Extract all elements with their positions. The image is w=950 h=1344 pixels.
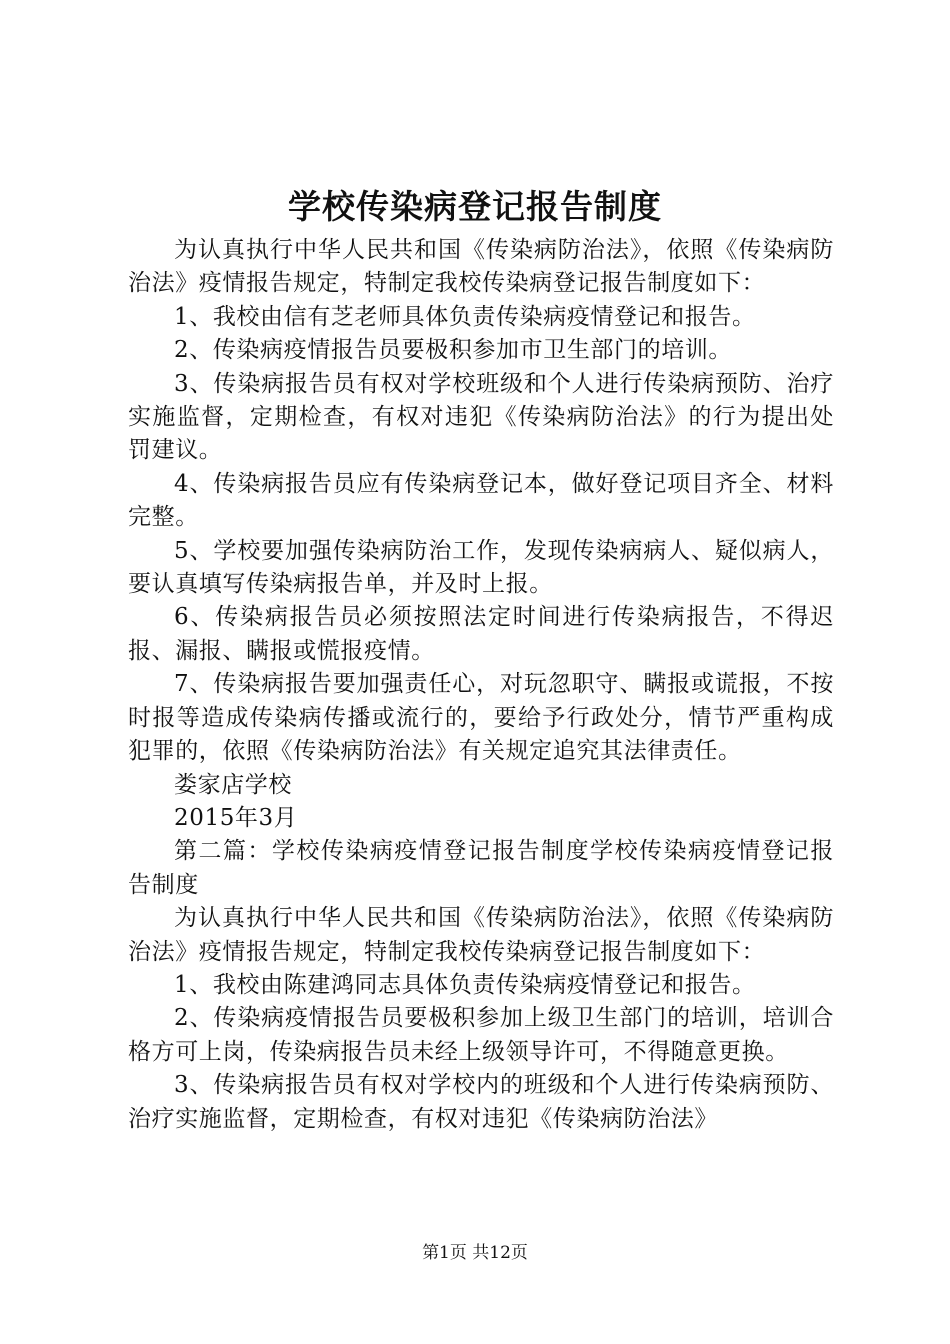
second-intro-paragraph: 为认真执行中华人民共和国《传染病防治法》，依照《传染病防治法》疫情报告规定，特制定我校传染病登记报告制度如下：	[128, 905, 834, 965]
second-rule-item-3: 3、传染病报告员有权对学校内的班级和个人进行传染病预防、治疗实施监督，定期检查，有权对违犯《传染病防治法》	[128, 1072, 834, 1132]
rule-item-6: 6、传染病报告员必须按照法定时间进行传染病报告，不得迟报、漏报、瞒报或慌报疫情。	[128, 604, 834, 664]
document-title: 学校传染病登记报告制度	[288, 187, 662, 226]
intro-paragraph: 为认真执行中华人民共和国《传染病防治法》，依照《传染病防治法》疫情报告规定，特制定我校传染病登记报告制度如下：	[128, 237, 834, 297]
second-part-heading: 第二篇：学校传染病疫情登记报告制度学校传染病疫情登记报告制度	[128, 838, 834, 898]
rule-item-7: 7、传染病报告要加强责任心，对玩忽职守、瞒报或谎报，不按时报等造成传染病传播或流行的，要给予行政处分，情节严重构成犯罪的，依照《传染病防治法》有关规定追究其法律责任。	[128, 671, 834, 765]
rule-item-3: 3、传染病报告员有权对学校班级和个人进行传染病预防、治疗实施监督，定期检查，有权对违犯《传染病防治法》的行为提出处罚建议。	[128, 370, 834, 464]
page-number-footer: 第1页 共12页	[422, 1243, 528, 1263]
second-rule-item-1: 1、我校由陈建鸿同志具体负责传染病疫情登记和报告。	[174, 971, 756, 998]
rule-item-5: 5、学校要加强传染病防治工作，发现传染病病人、疑似病人，要认真填写传染病报告单，并及时上报。	[128, 537, 834, 598]
signature-date: 2015年3月	[174, 804, 298, 831]
rule-item-2: 2、传染病疫情报告员要极积参加市卫生部门的培训。	[174, 337, 733, 364]
rule-item-1: 1、我校由信有芝老师具体负责传染病疫情登记和报告。	[174, 303, 756, 330]
signature-school: 娄家店学校	[174, 771, 292, 798]
rule-item-4: 4、传染病报告员应有传染病登记本，做好登记项目齐全、材料完整。	[128, 470, 834, 531]
document-body	[128, 234, 834, 1136]
second-rule-item-2: 2、传染病疫情报告员要极积参加上级卫生部门的培训，培训合格方可上岗，传染病报告员未经上级领导许可，不得随意更换。	[128, 1005, 834, 1065]
